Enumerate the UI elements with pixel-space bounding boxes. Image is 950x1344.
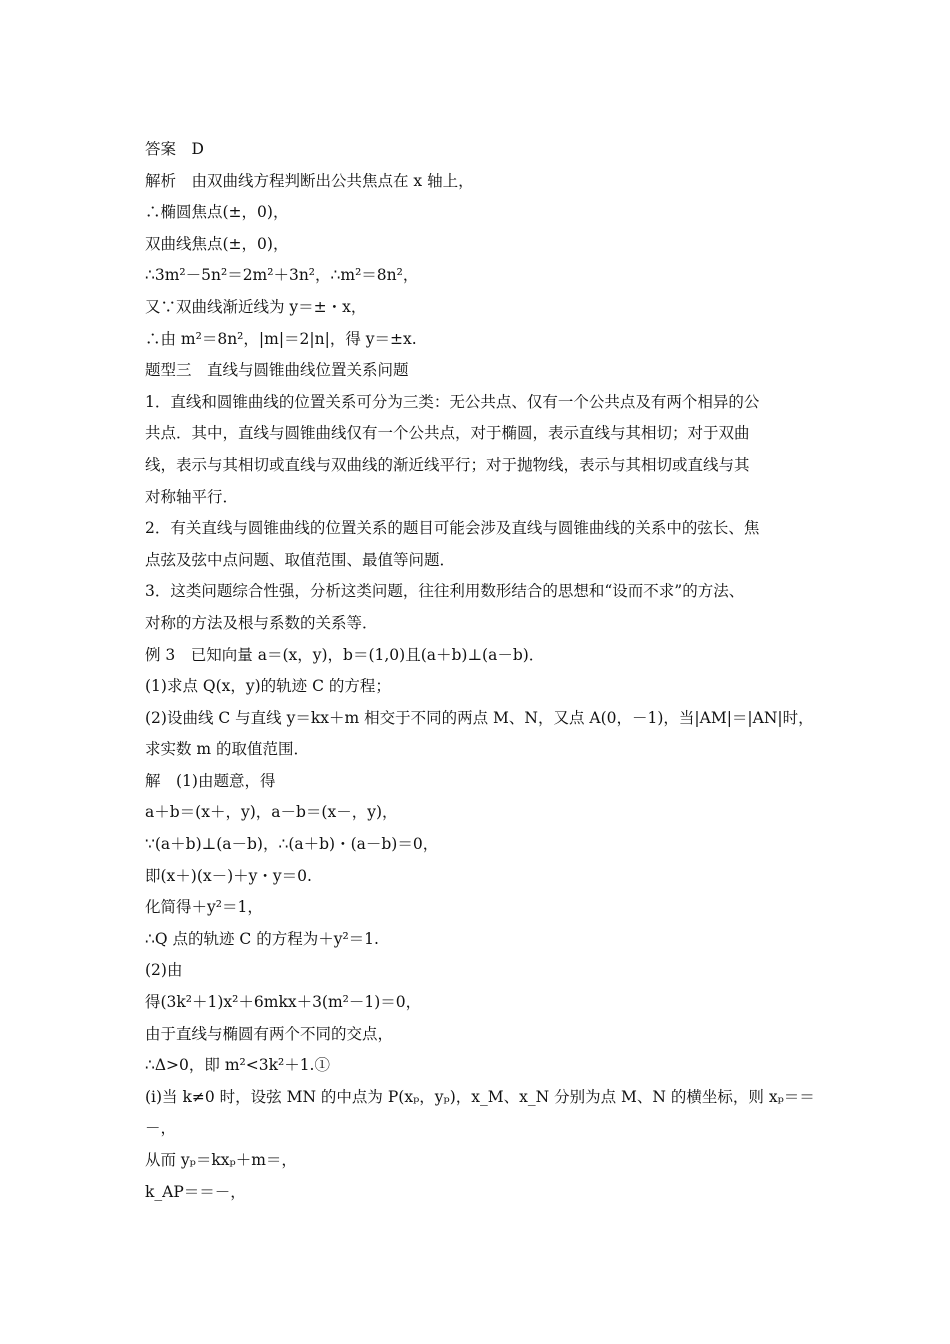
equation-line: ∵(a＋b)⊥(a－b)，∴(a＋b)・(a－b)＝0， — [145, 835, 439, 854]
text-line: －， — [145, 1119, 177, 1138]
solution-text — [145, 134, 825, 1208]
text-line: 2．有关直线与圆锥曲线的位置关系的题目可能会涉及直线与圆锥曲线的关系中的弦长、焦 — [145, 519, 760, 538]
text-line: 由于直线与椭圆有两个不同的交点， — [145, 1024, 394, 1043]
equation-line: k_AP＝＝－， — [145, 1182, 246, 1201]
equation-line: 即(x＋)(x－)＋y・y＝0. — [145, 866, 312, 885]
text-line: (2)由 — [145, 961, 183, 980]
text-line: 线，表示与其相切或直线与双曲线的渐近线平行；对于抛物线，表示与其相切或直线与其 — [145, 455, 750, 474]
text-line: 3．这类问题综合性强，分析这类问题，往往利用数形结合的思想和“设而不求”的方法、 — [145, 582, 745, 601]
text-line: ∴椭圆焦点(±，0)， — [145, 203, 289, 222]
text-line: 对称的方法及根与系数的关系等． — [145, 613, 378, 632]
text-line: (ⅰ)当 k≠0 时，设弦 MN 的中点为 P(xₚ，yₚ)，x_M、x_N 分别为点 M、N 的横坐标，则 xₚ＝＝ — [145, 1087, 815, 1106]
equation-line: ∴Δ>0，即 m²<3k²＋1.① — [145, 1056, 330, 1075]
equation-line: 得(3k²＋1)x²＋6mkx＋3(m²－1)＝0， — [145, 993, 422, 1012]
text-line: 又∵双曲线渐近线为 y＝±・x， — [145, 297, 367, 316]
text-line: 1．直线和圆锥曲线的位置关系可分为三类：无公共点、仅有一个公共点及有两个相异的公 — [145, 392, 760, 411]
question-part-2: (2)设曲线 C 与直线 y＝kx＋m 相交于不同的两点 M、N，又点 A(0，－1)，当|AM|＝|AN|时， — [145, 708, 814, 727]
equation-line: 化简得＋y²＝1， — [145, 898, 263, 917]
text-line: 点弦及弦中点问题、取值范围、最值等问题． — [145, 550, 456, 569]
text-line: 双曲线焦点(±，0)， — [145, 234, 289, 253]
equation-line: a＋b＝(x＋，y)，a－b＝(x－，y)， — [145, 803, 398, 822]
example-heading: 例 3 已知向量 a＝(x，y)，b＝(1,0)且(a＋b)⊥(a－b)． — [145, 645, 545, 664]
text-line: 共点．其中，直线与圆锥曲线仅有一个公共点，对于椭圆，表示直线与其相切；对于双曲 — [145, 424, 750, 443]
equation-line: 从而 yₚ＝kxₚ＋m＝， — [145, 1151, 297, 1169]
text-line: 对称轴平行． — [145, 487, 239, 506]
analysis-line: 解析 由双曲线方程判断出公共焦点在 x 轴上， — [145, 171, 474, 190]
section-heading: 题型三 直线与圆锥曲线位置关系问题 — [145, 361, 409, 380]
text-line: ∴3m²－5n²＝2m²＋3n²，∴m²＝8n²， — [145, 266, 419, 285]
question-part-1: (1)求点 Q(x，y)的轨迹 C 的方程； — [145, 677, 391, 696]
answer-line: 答案 D — [145, 140, 204, 158]
text-line: ∴由 m²＝8n²，|m|＝2|n|，得 y＝±x. — [145, 329, 417, 348]
text-line: 求实数 m 的取值范围． — [145, 740, 310, 759]
equation-line: ∴Q 点的轨迹 C 的方程为＋y²＝1. — [145, 929, 379, 948]
solution-heading: 解 (1)由题意，得 — [145, 771, 276, 790]
